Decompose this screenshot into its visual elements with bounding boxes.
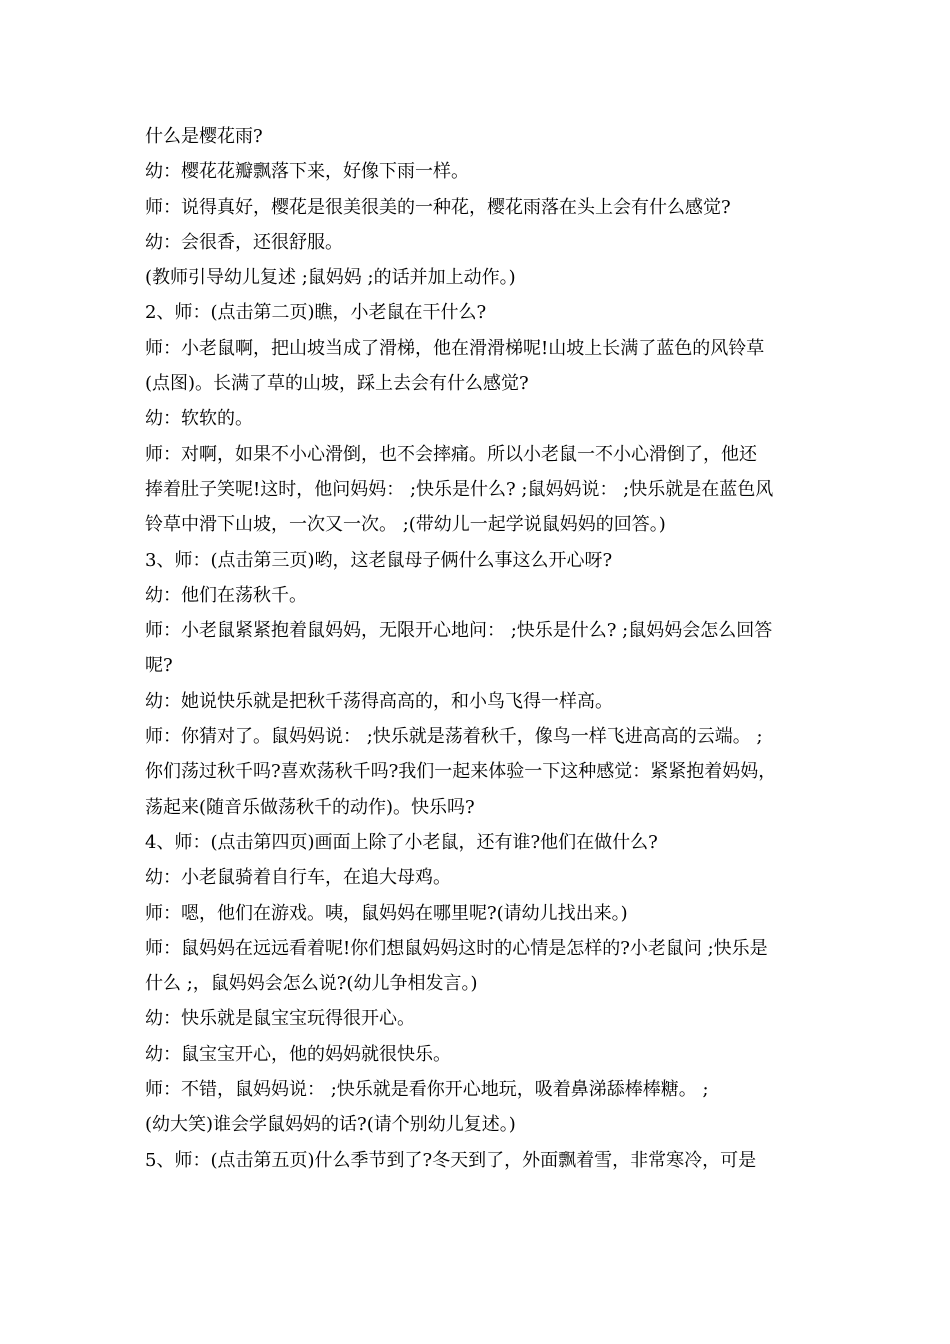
text-line: 幼：鼠宝宝开心，他的妈妈就很快乐。 — [145, 1043, 451, 1065]
text-line: 幼：樱花花瓣飘落下来，好像下雨一样。 — [145, 161, 469, 183]
text-line: 幼：她说快乐就是把秋千荡得高高的，和小鸟飞得一样高。 — [145, 690, 613, 712]
text-line: 师：你猜对了。鼠妈妈说： ;快乐就是荡着秋千，像鸟一样飞进高高的云端。 ; — [145, 726, 763, 748]
text-line: 幼：软软的。 — [145, 408, 253, 430]
text-line: 师：小老鼠啊，把山坡当成了滑梯，他在滑滑梯呢!山坡上长满了蓝色的风铃草 — [145, 337, 765, 359]
text-line: 5、师：(点击第五页)什么季节到了?冬天到了，外面飘着雪，非常寒冷，可是 — [145, 1149, 757, 1171]
text-line: (幼大笑)谁会学鼠妈妈的话?(请个别幼儿复述。) — [145, 1114, 516, 1136]
text-line: 2、师：(点击第二页)瞧，小老鼠在干什么? — [145, 302, 487, 324]
text-line: 师：嗯，他们在游戏。咦，鼠妈妈在哪里呢?(请幼儿找出来。) — [145, 902, 628, 924]
text-line: 幼：会很香，还很舒服。 — [145, 231, 343, 253]
text-line: 呢? — [145, 655, 173, 677]
text-line: 师：鼠妈妈在远远看着呢!你们想鼠妈妈这时的心情是怎样的?小老鼠问 ;快乐是 — [145, 937, 768, 959]
text-line: 4、师：(点击第四页)画面上除了小老鼠，还有谁?他们在做什么? — [145, 831, 658, 853]
text-line: 3、师：(点击第三页)哟，这老鼠母子俩什么事这么开心呀? — [145, 549, 613, 571]
text-line: 荡起来(随音乐做荡秋千的动作)。快乐吗? — [145, 796, 475, 818]
text-line: 铃草中滑下山坡，一次又一次。 ;(带幼儿一起学说鼠妈妈的回答。) — [145, 514, 666, 536]
text-line: 捧着肚子笑呢!这时，他问妈妈： ;快乐是什么? ;鼠妈妈说： ;快乐就是在蓝色风 — [145, 478, 774, 500]
text-line: (教师引导幼儿复述 ;鼠妈妈 ;的话并加上动作。) — [145, 267, 516, 289]
text-line: 什么是樱花雨? — [145, 126, 263, 147]
text-line: 幼：小老鼠骑着自行车，在追大母鸡。 — [145, 867, 451, 889]
text-line: 师：对啊，如果不小心滑倒，也不会摔痛。所以小老鼠一不小心滑倒了，他还 — [145, 443, 757, 465]
text-line: 什么 ;，鼠妈妈会怎么说?(幼儿争相发言。) — [145, 973, 478, 995]
text-line: 师：不错，鼠妈妈说： ;快乐就是看你开心地玩，吸着鼻涕舔棒棒糖。 ; — [145, 1079, 709, 1101]
text-line: 幼：快乐就是鼠宝宝玩得很开心。 — [145, 1008, 415, 1030]
text-line: 师：小老鼠紧紧抱着鼠妈妈，无限开心地问： ;快乐是什么? ;鼠妈妈会怎么回答 — [145, 620, 773, 642]
text-line: (点图)。长满了草的山坡，踩上去会有什么感觉? — [145, 373, 529, 395]
text-line: 幼：他们在荡秋千。 — [145, 584, 307, 606]
text-line: 你们荡过秋千吗?喜欢荡秋千吗?我们一起来体验一下这种感觉：紧紧抱着妈妈， — [145, 761, 777, 783]
text-line: 师：说得真好，樱花是很美很美的一种花，樱花雨落在头上会有什么感觉? — [145, 196, 731, 218]
